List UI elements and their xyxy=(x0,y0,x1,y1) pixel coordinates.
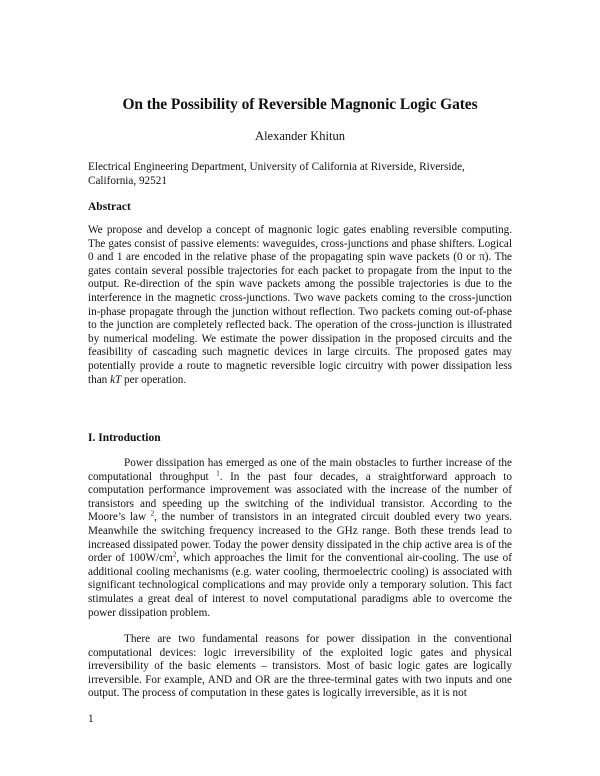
paper-title: On the Possibility of Reversible Magnonic Logic Gates xyxy=(122,96,478,113)
intro-paragraph-1 xyxy=(88,457,512,620)
intro-paragraph-2: There are two fundamental reasons for power dissipation in the conventional computational devices: logic irreversibility of the exploited logic gates and physical irreversibility of the basic elements – transistors. Most of basic logic gates are logically irreversible. For example, AND and OR are the three-terminal gates with two inputs and one output. The process of computation in these gates is logically irreversible, as it is not xyxy=(88,633,512,700)
intro-p1-text-d: , which approaches the limit for the conventional air-cooling. The use of additional cooling mechanisms (e.g. water cooling, thermoelectric cooling) is associated with significant technological complications and may provide only a temporary solution. This fact stimulates a great deal of interest to novel computational paradigms able to overcome the power dissipation problem. xyxy=(88,552,512,619)
abstract-kt: kT xyxy=(110,373,122,386)
abstract-text xyxy=(88,224,512,387)
abstract-heading: Abstract xyxy=(88,201,131,213)
reference-2: 2 xyxy=(150,509,155,518)
affiliation: Electrical Engineering Department, University of California at Riverside, Riverside, California, 92521 xyxy=(88,161,465,188)
page-number: 1 xyxy=(88,713,94,725)
superscript-2: 2 xyxy=(172,550,177,559)
author-name: Alexander Khitun xyxy=(255,129,345,143)
intro-p1-text-a: Power dissipation has emerged as one of the main obstacles to further increase of the computational throughput xyxy=(88,457,512,483)
intro-p1-text-b: . In the past four decades, a straightforward approach to computation performance improvement was associated with the increase of the number of transistors and speeding up the switching of the individual transistor. According to the Moore’s law xyxy=(88,470,512,524)
abstract-text-part-2: per operation. xyxy=(124,373,187,386)
abstract-text-part-1: We propose and develop a concept of magnonic logic gates enabling reversible computing. The gates consist of passive elements: waveguides, cross-junctions and phase shifters. Logical 0 and 1 are encoded in the relative phase of the propagating spin wave packets (0 or π). The gates contain several possible trajectories for each packet to propagate from the input to the output. Re-direction of the spin wave packets among the possible trajectories is due to the interference in the magnetic cross-junctions. Two wave packets coming to the cross-junction in-phase propagate through the junction without reflection. Two packets coming out-of-phase to the junction are completely reflected back. The operation of the cross-junction is illustrated by numerical modeling. We estimate the power dissipation in the proposed circuits and the feasibility of cascading such magnetic devices in large circuits. The proposed gates may potentially provide a route to magnetic reversible logic circuitry with power dissipation less than xyxy=(88,224,512,386)
intro-p1-text-c: , the number of transistors in an integrated circuit doubled every two years. Meanwhile the switching frequency increased to the GHz range. Both these trends lead to increased dissipated power. Today the power density dissipated in the chip active area is of the order of 100W/cm xyxy=(88,511,512,565)
reference-1: 1 xyxy=(216,468,220,477)
introduction-heading: I. Introduction xyxy=(88,432,161,444)
